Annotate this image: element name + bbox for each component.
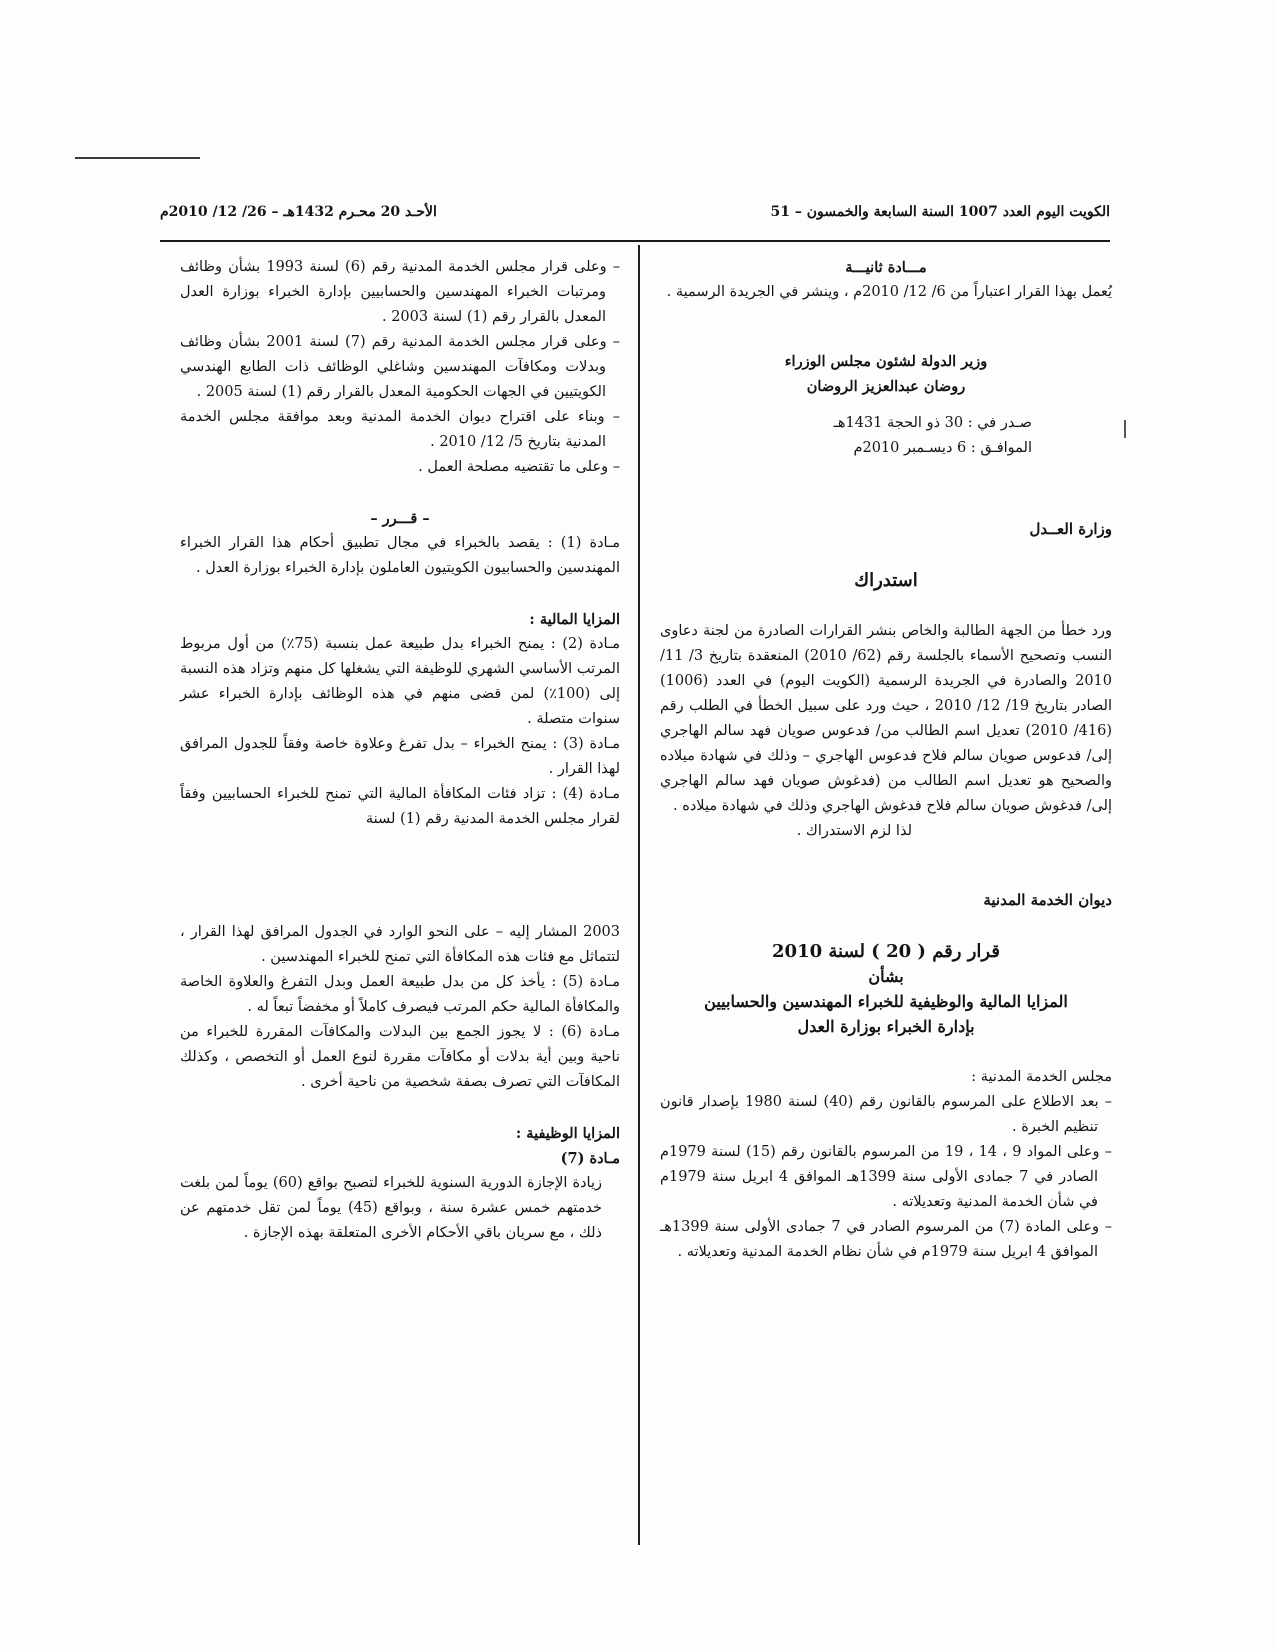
ministry-name: وزارة العــدل [1029, 520, 1112, 538]
correction-text: ورد خطأ من الجهة الطالبة والخاص بنشر القرارات الصادرة من لجنة دعاوى النسب وتصحيح الأسماء بالجلسة رقم (62/ 2010) المنعقدة بتاريخ 3/ 11/ 2010 والصادرة في الجريدة الرسمية (الكويت اليوم) في العدد (1006) الصادر بتاريخ 19/ 12/ 2010 ، حيث ورد على سبيل الخطأ في الطلب رقم (416/ 2010) تعديل اسم الطالب من/ فدعوس صويان فهد سالم الهاجري إلى/ فدعوس صويان سالم فلاح فدعوس الهاجري – وذلك في شهادة ميلاده والصحيح هو تعديل اسم الطالب من (فدغوش صويان فهد سالم الهاجري إلى/ فدغوش صويان سالم فلاح فدغوش الهاجري وذلك في شهادة ميلاده . [660, 623, 1113, 814]
decision-subject-2: بإدارة الخبراء بوزارة العدل [797, 1017, 975, 1036]
preamble-item: – وبناء على اقتراح ديوان الخدمة المدنية وبعد موافقة مجلس الخدمة المدنية بتاريخ 5/ 12/ 2010 . [180, 409, 620, 450]
article2-text: يُعمل بهذا القرار اعتباراً من 6/ 12/ 2010م ، وينشر في الجريدة الرسمية . [666, 284, 1112, 300]
decision-subject-1: المزايا المالية والوظيفية للخبراء المهندسين والحسابيين [704, 992, 1068, 1011]
scan-mark [75, 157, 200, 159]
issue-date: الأحـد 20 محـرم 1432هـ – 26/ 12/ 2010م [160, 204, 437, 220]
preamble-item: – وعلى ما تقتضيه مصلحة العمل . [418, 459, 620, 475]
decides-heading: – قـــرر – [370, 510, 430, 527]
decision-regarding: بشأن [868, 967, 904, 986]
preamble-item: – وعلى المادة (7) من المرسوم الصادر في 7 جمادى الأولى سنة 1399هـ الموافق 4 ابريل سنة 1979م في شأن نظام الخدمة المدنية وتعديلاته . [660, 1219, 1113, 1260]
article-7-heading: مـادة (7) [560, 1150, 620, 1167]
article2-heading: مـــادة ثانيـــة [845, 259, 927, 276]
council-label: مجلس الخدمة المدنية : [971, 1069, 1112, 1085]
article-2: مـادة (2) : يمنح الخبراء بدل طبيعة عمل بنسبة (75٪) من أول مربوط المرتب الأساسي الشهري للوظيفة التي يشغلها كل منهم وتزاد هذه النسبة إلى (100٪) لمن قضى منهم في هذه الوظائف بإدارة الخبراء عشر سنوات متصلة . [180, 636, 620, 727]
margin-mark [1124, 420, 1126, 438]
left-column [180, 255, 620, 1246]
correction-title: استدراك [854, 570, 918, 591]
column-divider [638, 245, 640, 1545]
preamble-item: – وعلى قرار مجلس الخدمة المدنية رقم (7) لسنة 2001 بشأن وظائف وبدلات ومكافآت المهندسين وشاغلي الوظائف ذات الطابع الهندسي الكويتيين في الجهات الحكومية المعدل بالقرار رقم (1) لسنة 2005 . [180, 334, 620, 400]
preamble-item: – وعلى المواد 9 ، 14 ، 19 من المرسوم بالقانون رقم (15) لسنة 1979م الصادر في 7 جمادى الأولى سنة 1399هـ الموافق 4 ابريل سنة 1979م في شأن الخدمة المدنية وتعديلاته . [660, 1144, 1112, 1210]
article-6: مـادة (6) : لا يجوز الجمع بين البدلات والمكافآت المقررة للخبراء من ناحية وبين أية بدلات أو مكافآت مقررة لنوع العمل أو التخصص ، وكذلك المكافآت التي تصرف بصفة شخصية من ناحية أخرى . [180, 1024, 620, 1090]
gazette-issue: الكويت اليوم العدد 1007 السنة السابعة والخمسون – 51 [770, 204, 1110, 220]
header-divider [160, 240, 1110, 242]
article-3: مـادة (3) : يمنح الخبراء – بدل تفرغ وعلاوة خاصة وفقاً للجدول المرافق لهذا القرار . [180, 736, 620, 777]
decision-number: قرار رقم ( 20 ) لسنة 2010 [772, 941, 1000, 962]
article-7: زيادة الإجازة الدورية السنوية للخبراء لتصبح بواقع (60) يوماً لمن بلغت خدمتهم خمس عشرة سنة ، وبواقع (45) يوماً لمن تقل خدمتهم عن ذلك ، مع سريان باقي الأحكام الأخرى المتعلقة بهذه الإجازة . [180, 1175, 602, 1241]
civil-service-bureau: ديوان الخدمة المدنية [983, 891, 1112, 909]
job-benefits-heading: المزايا الوظيفية : [515, 1125, 620, 1142]
article-1: مـادة (1) : يقصد بالخبراء في مجال تطبيق أحكام هذا القرار الخبراء المهندسين والحسابيون الكويتيون العاملون بإدارة الخبراء بوزارة العدل . [180, 535, 620, 576]
right-column [660, 255, 1112, 1265]
correction-closing: لذا لزم الاستدراك . [796, 823, 912, 839]
signature-name: روضان عبدالعزيز الروضان [806, 378, 966, 395]
article-4-end: 2003 المشار إليه – على النحو الوارد في الجدول المرافق لهذا القرار ، لتتماثل مع فئات هذه المكافأة التي تمنح للخبراء المهندسين . [180, 924, 620, 965]
signature-title: وزير الدولة لشئون مجلس الوزراء [784, 353, 988, 370]
preamble-item: – بعد الاطلاع على المرسوم بالقانون رقم (40) لسنة 1980 بإصدار قانون تنظيم الخبرة . [660, 1094, 1112, 1135]
issued-hijri: صـدر في : 30 ذو الحجة 1431هـ [833, 415, 1032, 431]
preamble-item: – وعلى قرار مجلس الخدمة المدنية رقم (6) لسنة 1993 بشأن وظائف ومرتبات الخبراء المهندسين والحسابيين بإدارة الخبراء بوزارة العدل المعدل بالقرار رقم (1) لسنة 2003 . [180, 259, 620, 325]
page-header [160, 204, 1110, 228]
article-4-start: مـادة (4) : تزاد فئات المكافأة المالية التي تمنح للخبراء الحسابيين وفقاً لقرار مجلس الخدمة المدنية رقم (1) لسنة [180, 786, 620, 827]
issued-gregorian: الموافـق : 6 ديسـمبر 2010م [853, 440, 1032, 456]
financial-benefits-heading: المزايا المالية : [529, 611, 620, 628]
article-5: مـادة (5) : يأخذ كل من بدل طبيعة العمل وبدل التفرغ والعلاوة الخاصة والمكافأة المالية حكم المرتب فيصرف كاملاً أو مخفضاً تبعاً له . [180, 974, 620, 1015]
